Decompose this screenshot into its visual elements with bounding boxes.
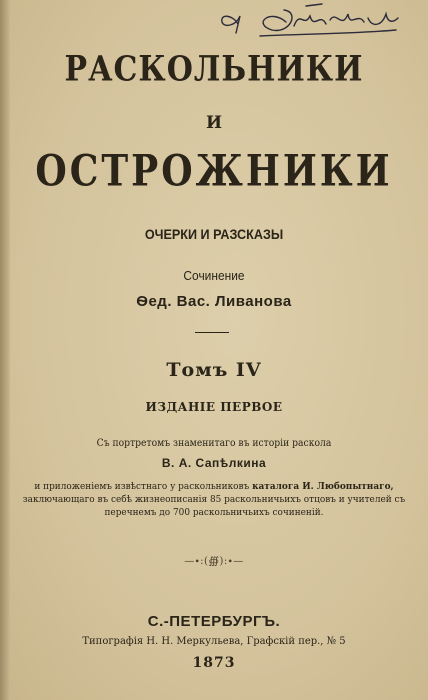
volume-number: Томъ IV (166, 359, 262, 381)
publication-city: С.-ПЕТЕРБУРГЪ. (147, 613, 281, 630)
book-title-part2: ОСТРОЖНИКИ (35, 145, 393, 197)
printer-imprint: Типографія Н. Н. Меркульева, Графскій пер., № 5 (82, 635, 346, 647)
author-name: Ѳед. Вас. Ливанова (136, 293, 292, 310)
appendix-line-2: заключающаго въ себѣ жизнеописанія 85 раскольничьихъ отцовъ и учителей съ (22, 494, 406, 505)
portrait-note: Съ портретомъ знаменитаго въ исторіи раскола (96, 438, 332, 449)
title-conjunction: И (205, 113, 223, 133)
catalog-title: каталога И. Любопытнаго, (252, 481, 394, 492)
subtitle: ОЧЕРКИ И РАЗСКАЗЫ (144, 226, 284, 242)
divider-rule (195, 332, 229, 333)
ornament-divider: —∙:(∰):∙— (184, 556, 244, 567)
publication-year: 1873 (192, 655, 236, 671)
handwritten-inscription (0, 0, 428, 40)
appendix-line-3: перечнемъ до 700 раскольничьихъ сочиненій. (104, 507, 324, 518)
page-edge-shadow (0, 0, 10, 700)
appendix-line-1-text: и приложеніемъ извѣстнаго у раскольниковъ (34, 481, 253, 492)
book-title-part1: РАСКОЛЬНИКИ (64, 49, 364, 90)
work-label: Сочинение (183, 268, 245, 283)
portrait-subject-name: В. А. Сапѣлкина (161, 456, 267, 470)
edition-label: ИЗДАНІЕ ПЕРВОЕ (145, 400, 283, 414)
appendix-description (0, 480, 428, 519)
appendix-line-1 (15, 480, 413, 493)
